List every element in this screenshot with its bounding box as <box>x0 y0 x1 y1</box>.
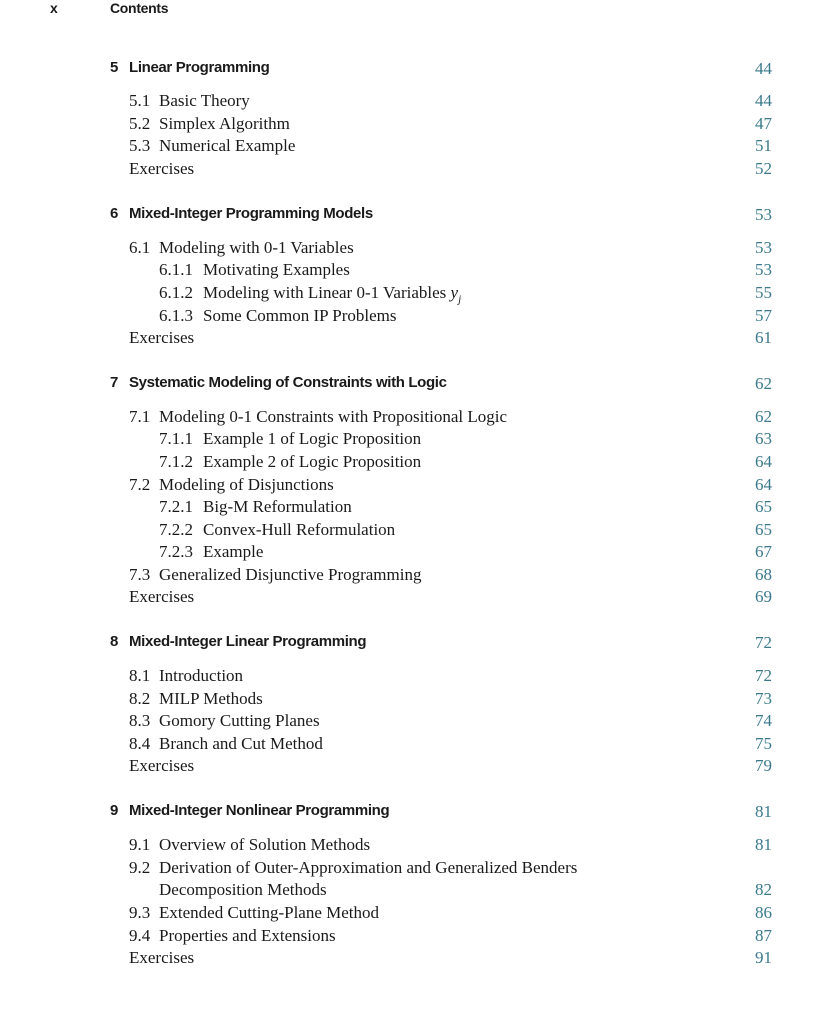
chapter-title: Linear Programming <box>129 59 270 76</box>
toc-entry[interactable] <box>0 452 818 474</box>
entry-title: Modeling 0-1 Constraints with Propositional Logic <box>159 407 508 426</box>
entry-page: 55 <box>755 283 772 302</box>
entry-number: 5.3 <box>129 136 151 155</box>
header-page-number: x <box>50 0 58 16</box>
entry-number: 7.2.3 <box>159 542 193 561</box>
entry-page: 81 <box>755 835 772 854</box>
entry-page: 75 <box>755 734 772 753</box>
toc-entry[interactable] <box>0 260 818 282</box>
chapter-page: 53 <box>755 205 772 224</box>
toc-entry-exercises[interactable] <box>0 159 818 181</box>
entry-title: Motivating Examples <box>203 260 350 279</box>
entry-page: 79 <box>755 756 772 775</box>
entry-page: 68 <box>755 565 772 584</box>
entry-page: 53 <box>755 238 772 257</box>
entry-page: 73 <box>755 689 772 708</box>
toc-entry[interactable] <box>0 542 818 564</box>
chapter-page: 81 <box>755 802 772 821</box>
chapter-number: 5 <box>110 59 119 76</box>
entry-number: 9.3 <box>129 903 151 922</box>
entry-title: Modeling of Disjunctions <box>159 475 334 494</box>
entry-title: Derivation of Outer-Approximation and Generalized Benders <box>159 858 578 877</box>
chapter-8-heading[interactable] <box>0 633 818 655</box>
toc-entry[interactable] <box>0 283 818 305</box>
chapter-number: 9 <box>110 802 119 819</box>
toc-entry[interactable] <box>0 91 818 113</box>
chapter-title: Mixed-Integer Linear Programming <box>129 633 367 650</box>
entry-number: 9.1 <box>129 835 151 854</box>
entry-page: 61 <box>755 328 772 347</box>
page-header <box>0 0 818 20</box>
entry-number: 8.4 <box>129 734 151 753</box>
toc-entry[interactable] <box>0 734 818 756</box>
entry-title: Extended Cutting-Plane Method <box>159 903 380 922</box>
entry-title: Example 2 of Logic Proposition <box>203 452 422 471</box>
toc-entry[interactable] <box>0 475 818 497</box>
toc-entry[interactable] <box>0 565 818 587</box>
entry-number: 5.2 <box>129 114 151 133</box>
toc-entry[interactable] <box>0 711 818 733</box>
entry-page: 51 <box>755 136 772 155</box>
toc-entry[interactable] <box>0 238 818 260</box>
toc-entry-exercises[interactable] <box>0 756 818 778</box>
entry-title: Some Common IP Problems <box>203 306 397 325</box>
toc-entry[interactable] <box>0 520 818 542</box>
entry-number: 7.2.1 <box>159 497 193 516</box>
entry-title-with-variable <box>203 283 461 305</box>
entry-title: Convex-Hull Reformulation <box>203 520 396 539</box>
chapter-number: 7 <box>110 374 119 391</box>
entry-title: Basic Theory <box>159 91 250 110</box>
entry-title: Generalized Disjunctive Programming <box>159 565 422 584</box>
math-subscript: j <box>458 293 462 306</box>
entry-number: 9.2 <box>129 858 151 877</box>
entry-page: 74 <box>755 711 772 730</box>
entry-title: Example <box>203 542 264 561</box>
entry-page: 87 <box>755 926 772 945</box>
toc-entry[interactable] <box>0 497 818 519</box>
chapter-7-heading[interactable] <box>0 374 818 396</box>
entry-page: 65 <box>755 520 772 539</box>
chapter-6-heading[interactable] <box>0 205 818 227</box>
entry-title: Simplex Algorithm <box>159 114 290 133</box>
entry-title: Exercises <box>129 159 195 178</box>
entry-number: 6.1.2 <box>159 283 193 302</box>
entry-page: 44 <box>755 91 772 110</box>
entry-number: 7.1.2 <box>159 452 193 471</box>
entry-number: 8.2 <box>129 689 151 708</box>
entry-title: Numerical Example <box>159 136 296 155</box>
chapter-page: 44 <box>755 59 772 78</box>
toc-entry[interactable] <box>0 835 818 857</box>
entry-number: 5.1 <box>129 91 151 110</box>
chapter-title: Mixed-Integer Programming Models <box>129 205 373 222</box>
entry-title: MILP Methods <box>159 689 263 708</box>
toc-entry-exercises[interactable] <box>0 328 818 350</box>
entry-title-continuation: Decomposition Methods <box>159 880 327 899</box>
toc-entry[interactable] <box>0 666 818 688</box>
entry-page: 52 <box>755 159 772 178</box>
entry-number: 7.2.2 <box>159 520 193 539</box>
entry-title: Exercises <box>129 948 195 967</box>
entry-page: 65 <box>755 497 772 516</box>
toc-entry[interactable] <box>0 407 818 429</box>
toc-entry[interactable] <box>0 306 818 328</box>
entry-page: 82 <box>755 880 772 899</box>
entry-number: 7.2 <box>129 475 151 494</box>
toc-entry[interactable] <box>0 114 818 136</box>
entry-title: Exercises <box>129 756 195 775</box>
entry-number: 7.3 <box>129 565 151 584</box>
entry-page: 67 <box>755 542 772 561</box>
entry-title: Modeling with Linear 0-1 Variables <box>203 283 447 302</box>
entry-page: 53 <box>755 260 772 279</box>
entry-number: 9.4 <box>129 926 151 945</box>
entry-page: 62 <box>755 407 772 426</box>
toc-entry-exercises[interactable] <box>0 587 818 609</box>
toc-entry[interactable] <box>0 429 818 451</box>
entry-page: 64 <box>755 475 772 494</box>
toc-entry[interactable] <box>0 689 818 711</box>
toc-entry-exercises[interactable] <box>0 948 818 970</box>
entry-number: 7.1.1 <box>159 429 193 448</box>
chapter-9-heading[interactable] <box>0 802 818 824</box>
entry-number: 6.1.1 <box>159 260 193 279</box>
chapter-5-heading[interactable] <box>0 59 818 81</box>
entry-page: 47 <box>755 114 772 133</box>
entry-page: 86 <box>755 903 772 922</box>
entry-title: Overview of Solution Methods <box>159 835 371 854</box>
chapter-page: 72 <box>755 633 772 652</box>
toc-entry[interactable] <box>0 136 818 158</box>
entry-page: 69 <box>755 587 772 606</box>
entry-page: 91 <box>755 948 772 967</box>
entry-title: Exercises <box>129 328 195 347</box>
entry-number: 8.3 <box>129 711 151 730</box>
entry-page: 63 <box>755 429 772 448</box>
toc-entry[interactable] <box>0 926 818 948</box>
math-variable: y <box>450 283 459 302</box>
entry-number: 6.1.3 <box>159 306 193 325</box>
chapter-number: 6 <box>110 205 119 222</box>
entry-title: Big-M Reformulation <box>203 497 352 516</box>
entry-title: Gomory Cutting Planes <box>159 711 320 730</box>
entry-number: 6.1 <box>129 238 151 257</box>
entry-title: Introduction <box>159 666 244 685</box>
toc-entry[interactable] <box>0 858 818 880</box>
chapter-title: Systematic Modeling of Constraints with Logic <box>129 374 447 391</box>
entry-title: Branch and Cut Method <box>159 734 323 753</box>
entry-page: 72 <box>755 666 772 685</box>
header-title: Contents <box>110 0 169 16</box>
chapter-number: 8 <box>110 633 119 650</box>
entry-title: Example 1 of Logic Proposition <box>203 429 422 448</box>
entry-title: Exercises <box>129 587 195 606</box>
toc-entry-continuation[interactable] <box>0 880 818 902</box>
toc-entry[interactable] <box>0 903 818 925</box>
entry-number: 7.1 <box>129 407 151 426</box>
entry-page: 57 <box>755 306 772 325</box>
entry-title: Modeling with 0-1 Variables <box>159 238 354 257</box>
chapter-page: 62 <box>755 374 772 393</box>
entry-title: Properties and Extensions <box>159 926 336 945</box>
entry-page: 64 <box>755 452 772 471</box>
entry-number: 8.1 <box>129 666 151 685</box>
chapter-title: Mixed-Integer Nonlinear Programming <box>129 802 390 819</box>
